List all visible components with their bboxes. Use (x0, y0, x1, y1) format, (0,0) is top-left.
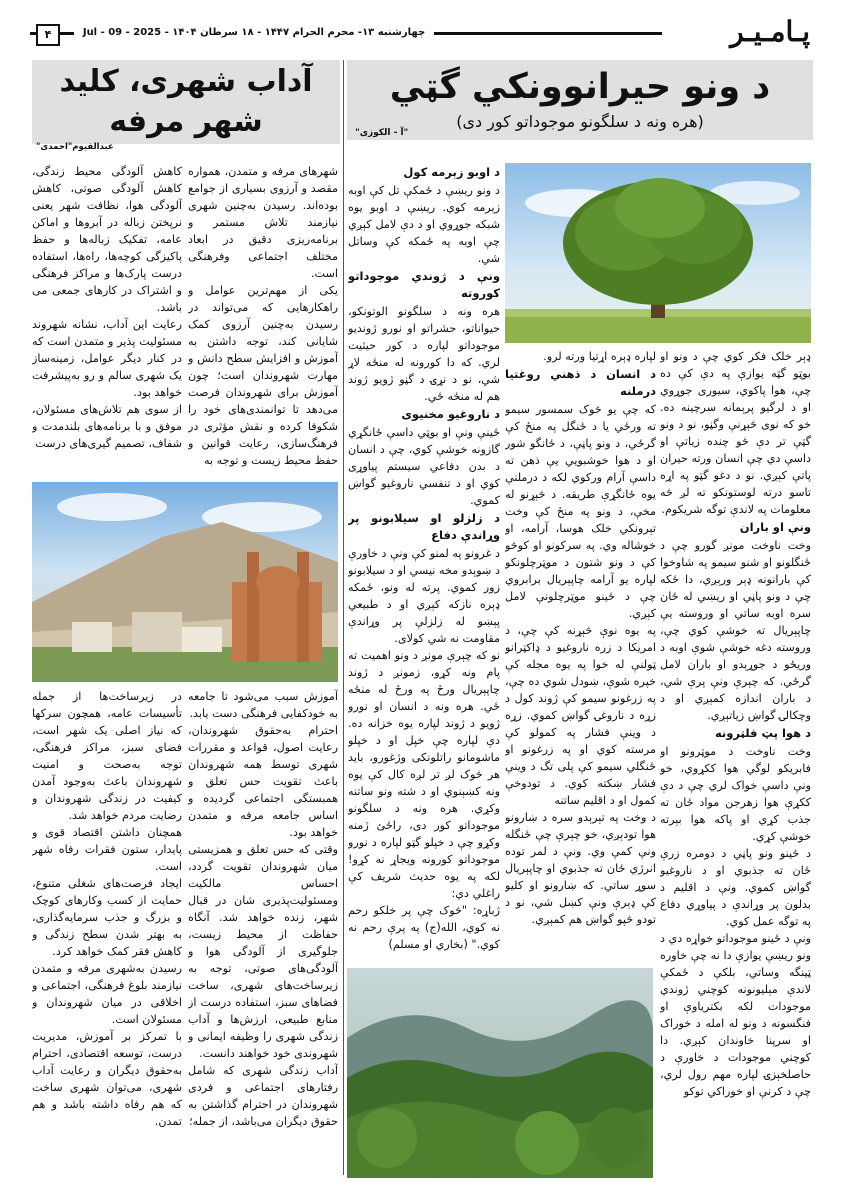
newspaper-brand: پـامـیـر (730, 15, 810, 48)
paragraph: نو که چېرې مونږ د ونو اهميت ته پام ونه کړو، زمونږ د ژوند چاپېريال ورځ په ورځ له منځه ځي. هره ونه د انسان او نورو ژويو د ژوند لپاره يوه خزانه ده. دې لپاره چې خپل او د خپلو ماشومانو راتلونکی وژغورو، بايد هر څوک لږ تر لږه کال کې يوه ونه کښېنوي او د شته ونو ساتنه وکړي. هره ونه د سلگونو موجوداتو کور دی، راځئ ژمنه وکړو چې د خپلو گټو لپاره د نورو موجوداتو کورونه ويجاړ نه کړو! لکه په يوه حديث شريف کې راغلي دي: (348, 649, 500, 900)
tree-photo (505, 163, 811, 343)
article-right-title-box (347, 60, 813, 140)
paragraph: يکی از مهم‌ترين عوامل و راهکارهايی که می‌تواند در رسيدن به‌چنين آرزوی کمک شايانی کند، توجه داشتن به آموزش و افزايش سطح دانش و مهارت شهروندان است؛ چون آموزش برای شهروندان فرصت می‌دهد تا توانمندی‌های خود را شکوفا کرده و نقش مؤثری در فرهنگ‌سازی، رعايت قوانين و حفظ محيط زيست و توجه به (188, 284, 338, 467)
section-divider (343, 60, 344, 1175)
paragraph: ځينې ونې او بوټي داسې ځانگړي گازونه خوشې کوي، چې د انسان د بدن دفاعي سيستم پياوړی کوي او د تنفسي ناروغيو گواښ کموي. (348, 426, 500, 507)
paragraph: هره ونه د سلگونو الوتونکو، حيواناتو، حشراتو او نورو ژونديو موجوداتو لپاره د کور حيثيت لري. که دا کورونه له منځه لاړ شي، نو د نړۍ د گڼو ژويو ژوند هم له منځه ځي. (348, 305, 500, 403)
paragraph: ژباړه: "څوک چې پر خلکو رحم نه کوي، الله(ج) په پرې رحم نه کوي." (بخاري او مسلم) (348, 904, 500, 951)
paragraph: همچنان داشتن اقتصاد قوی و پايدار، ستون فقرات رفاه شهر است. (32, 826, 182, 873)
article-left-author: عبدالقيوم"احمدی" (36, 142, 114, 152)
paragraph: ډېر خلک فکر کوي چې د ونو او بوټو گټه يوازې په دې کې ده چې، هوا پاکوي، سيوری جوړوي او د لرگيو پرېمانه سرچينه ده. خو که نوی څېړنې وگڼو، نو د ونو گټې تر دې څو چنده زياتې او داسې دي چې انسان ورته حيران پاتې کېږي. نو د دغو گټو په اړه تاسو درته لوستونکو ته لږ څه معلومات په لاندې توگه شريکوم. (660, 350, 811, 516)
page-number: ۴ (36, 24, 60, 46)
article-left-column-2-bottom (32, 688, 182, 1178)
article-left-column-1-bottom (188, 688, 338, 1178)
paragraph: ايجاد فرصت‌های شغلی متنوع، حمايت از کسب وکارهای کوچک و بزرگ و جذب سرمايه‌گذاری، به بهتر شدن سطح زندگی و کاهش فقر کمک خواهد کرد. (32, 877, 182, 958)
paragraph: با تمرکز بر آموزش، مديريت درست، توسعه اقتصادی، احترام به‌حقوق ديگران و رعايت آداب شهری، می‌توان شهری ساخت که هم رفاه داشته باشد و هم تمدن. (32, 1030, 182, 1128)
paragraph: احترام به‌حقوق شهروندان، رعايت اصول، قواعد و مقررات شهری توسط همه شهروندان باعث تقويت حس تعلق و همبستگی اجتماعی گرديده و اساس جامعه مرفه و متمدن خواهد بود. (188, 724, 338, 839)
article-left-column-1-top (188, 163, 338, 479)
paragraph: په يوه نوې څېړنه کې چې، د امريکا د زره ناروغيو د ډاکټرانو ټولنې له خوا په يوه مجله کې خپره شوې، ښودل شوي ده چې، په زرغونو سيمو کې ژوند کول د زړه د ناروغۍ گواښ کموي. زړه د وينې فشار په کمولو کې مرسته کوي او په زرغونو او ځنگلي سيمو کې پلی تگ د وينې فشار ښکته کوي. د تودوخې کمول او د اقليم ساتنه (505, 624, 656, 807)
section-heading: ونې او باران (739, 520, 811, 534)
article-left-column-2-top (32, 163, 182, 479)
paragraph: کاهش آلودگی محيط زندگی، کاهش آلودگی صوتی، کاهش آلودگی هوا، نظافت شهر يعنی نرپختن زباله در آبروها و اماکن عامه، تفکيک زباله‌ها و حفظ پاکيزگی کوچه‌ها، راه‌ها، استفاده درست پارک‌ها و مراکز فرهنگی و اشتراک در کارهای جمعی می باشد. (32, 165, 182, 314)
article-right-column-1 (660, 348, 811, 1178)
section-heading: د انسان د ذهني روغتيا درملنه (505, 367, 656, 398)
paragraph: در زيرساخت‌ها از جمله تأسيسات عامه، همچون سرکها که نياز اصلی يک شهر است، فضای سبز، مراکز فرهنگی، توجه به‌صحت و امنيت شهروندان باعث به‌وجود آمدن کيفيت در زندگی شهروندان و رضايت مردم خواهد شد. (32, 690, 182, 822)
article-right-title: د ونو حيرانوونکي گټي (389, 67, 771, 107)
tree-illustration (505, 163, 811, 343)
forest-photo (347, 968, 653, 1178)
article-left-title-box (32, 60, 340, 144)
paragraph: رعايت اين آداب، نشانه شهروند مسئوليت پذير و متمدن است که در کنار ديگر عوامل، زمينه‌ساز يک شهری سالم و رو به‌پيشرفت خواهد بود. (32, 318, 182, 399)
paragraph: که چې يو څوک سمسور سيمو ته ورځي يا د ځنگل په منځ کې گرځي، د ونو پاڼې، د ځانگو شور او د هوا خوشبويي يې ذهن ته داسې آرام ورکوي لکه د درملنې يوه ځانگړې طريقه. د څېړنو له مخې، د ونو په منځ کې وخت تېرونکي خلک هوسا، آرامه، او خوشاله وي. په سرکونو او کوڅو کې د ونو شتون د موټرچلونکو لپاره يو آرامه چاپېريال برابروي چې د ځينو موټرچلونې لامل کېږي. (505, 403, 656, 620)
section-heading: د زلزلو او سيلابونو پر وړاندې دفاع (348, 511, 500, 542)
section-heading: د هوا پټ فلټرونه (714, 726, 811, 740)
city-photo (32, 482, 338, 682)
section-heading: د ناروغيو مخنيوی (401, 407, 500, 421)
paragraph: آداب زندگی شهری که شامل رفتارهای اجتماعی و فردی شهروندان در احترام گذاشتن به حقوق ديگران می‌باشد، از جمله؛ (188, 1064, 338, 1128)
article-right-column-3 (348, 163, 500, 963)
article-right-subtitle: (هره ونه د سلگونو موجوداتو کور دی) (456, 112, 704, 131)
paragraph: وخت ناوخت مونږ گورو چې د ځنگلونو او شنو سيمو په شاوخوا کې بارانونه ډېر ورېږي، دا ځکه چې د ونو پاڼي او ريښي له ځان سره اوبه ساتي او وروسته يې چاپېريال ته خوشې کوي چې، وروسته دغه خوشې شوې اوبه د وريځو د جوړېدو او باران لامل گرځي. که چېرې ونې پرې شي، د باران اندازه کمېږي او د وچکالۍ گواښ زياتېږي. (660, 539, 811, 722)
paragraph: وقتی که حس تعلق و همزيستی ميان شهروندان تقويت گردد، احساس مالکيت ومسئوليت‌پذيری شان در قبال شهر، زنده خواهد شد. آنگاه حفاظت از محيط زيست، جلوگيری از آلودگی هوا و آلودگی‌های صوتی، توجه به زيرساخت‌های شهری، ساخت فضاهای سبز، استفاده درست از منابع طبيعی، ارزش‌ها و آداب زندگی شهری را وظيفه ايمانی و شهروندی خود خواهند دانست. (188, 843, 338, 1060)
city-illustration (32, 482, 338, 682)
issue-date: چهارشنبه ۱۳- محرم الحرام ۱۴۴۷ - ۱۸ سرطان ۱۴۰۴ - Jul - 09 - 2025 (74, 25, 434, 41)
paragraph: رسيدن به‌شهری مرفه و متمدن نيازمند بلوغ فرهنگی، اجتماعی و اخلاقی در ميان شهروندان و مسئولان است. (32, 962, 182, 1026)
section-heading: ونې د ژوندي موجوداتو کوروته (348, 269, 500, 300)
paragraph: د وخت په تېرېدو سره د ښارونو هوا تودېږي، خو چېرې چې ځنگله ونې کمې وي. ونې د لمر توده انرژي ځان ته جذبوي او چاپېريال سوړ ساتي. که ښارونو او کليو کې ډېرې ونې کښل شي، نو د تودو څپو گواښ هم کمېږي. (505, 811, 656, 926)
section-heading: د اوبو زېرمه کول (403, 165, 500, 179)
article-right-column-2 (505, 348, 656, 960)
article-left-title: آداب شهری، کلید شهر مرفه (59, 64, 313, 139)
paragraph: د ونو ريښې د ځمکې تل کې اوبه زېرمه کوي. ريښې د اوبو يوه شبکه جوړوي او د دې لامل کېږي چې اوبه په ځمکه کې وساتل شي. (348, 184, 500, 265)
paragraph: وخت ناوخت د موټرونو او فابريکو لوگي هوا ککړوي، خو ونې داسې خواک لري چې د دې ککړې هوا زهرجن مواد ځان ته جذب کړي او پاکه هوا بېرته خوشې کړي. (660, 745, 811, 843)
paragraph: از سوی هم تلاش‌های مسئولان، موفق و با برنامه‌های بلندمدت و شفاف، تصميم گيری‌های درست (32, 403, 182, 450)
paragraph: د غرونو په لمنو کې ونې د خاورې د ښوېدو مخه نيسي او د سيلابونو زور کموي. پرته له ونو، ځمکه ډېره نازکه کېږي او د طبيعي پېښو له زلزلې پر وړاندې مقاومت نه شي کولای. (348, 547, 500, 645)
paragraph: آموزش سبب می‌شود تا جامعه به خودکفايی فرهنگی دست يابد. (188, 690, 338, 720)
paragraph: شهرهای مرفه و متمدن، همواره مقصد و آرزوی بسياری از جوامع بوده‌اند. رسيدن به‌چنين شهری نيازمند تلاش مستمر و برنامه‌ريزی دقيق در ابعاد مختلف اجتماعی وفرهنگی است. (188, 165, 338, 280)
paragraph: ونې د ځينو موجوداتو خواړه دي د ونو ريښې يوازې دا نه چې خاوره ټينگه وساتي، بلکې د ځمکې لاندې مېليونونه کوچني ژوندي موجودات لکه بکترياوې او فنگسونه د ونو له امله د خوراک او سرپنا خاوندان کېږي. دا کوچني موجودات د خاورې د حاصلخېزۍ لپاره مهم رول لري، چې د کرنې او خوراکي توکو (660, 932, 811, 1098)
article-right-author: "آ - الکوزی" (355, 128, 409, 138)
paragraph: لپاره ډېره اړتيا ورته لرو. (543, 350, 656, 363)
paragraph: د ځينو ونو پاڼي د دومره زرې ځان ته جذبوي او د ناروغيو گواښ کموي. ونې د اقليم د بدلون پر وړاندې د پياوړي دفاع په توگه عمل کوي. (660, 847, 811, 928)
forest-illustration (347, 968, 653, 1178)
